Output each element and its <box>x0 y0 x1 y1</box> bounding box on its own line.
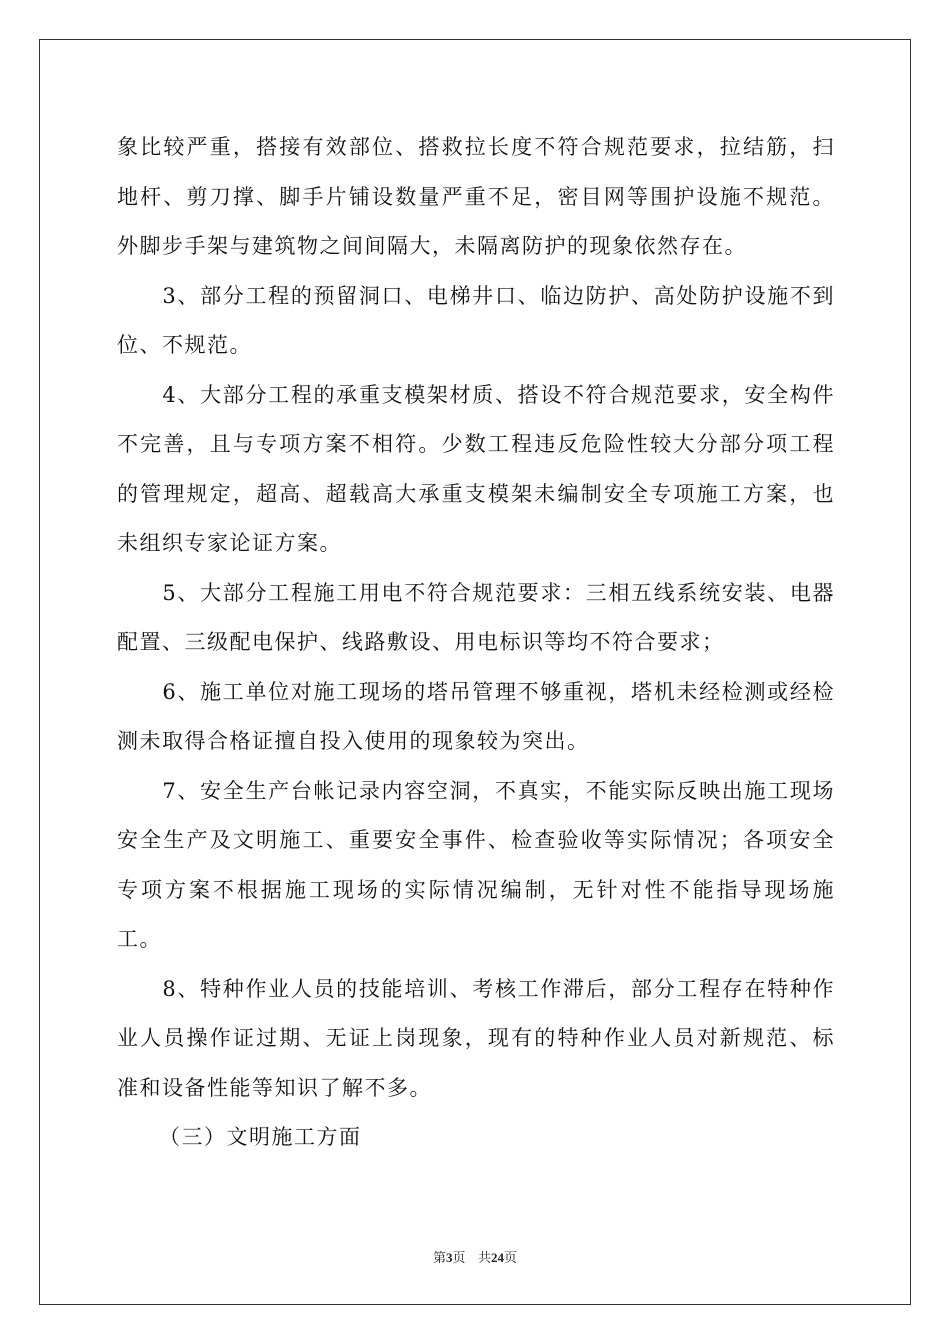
paragraph-item-4: 4、大部分工程的承重支模架材质、搭设不符合规范要求，安全构件不完善，且与专项方案不相符。少数工程违反危险性较大分部分项工程的管理规定，超高、超载高大承重支模架未编制安全专项施工方案，也未组织专家论证方案。 <box>117 382 835 555</box>
paragraph-item-7: 7、安全生产台帐记录内容空洞，不真实，不能实际反映出施工现场安全生产及文明施工、重要安全事件、检查验收等实际情况；各项安全专项方案不根据施工现场的实际情况编制，无针对性不能指导现场施工。 <box>117 778 835 951</box>
paragraph-item-6: 6、施工单位对施工现场的塔吊管理不够重视，塔机未经检测或经检测未取得合格证擅自投入使用的现象较为突出。 <box>117 679 835 753</box>
page-number: 3 <box>446 1250 453 1265</box>
total-suffix: 页 <box>503 1251 517 1266</box>
paragraph-item-3: 3、部分工程的预留洞口、电梯井口、临边防护、高处防护设施不到位、不规范。 <box>117 283 835 357</box>
paragraph-item-8: 8、特种作业人员的技能培训、考核工作滞后，部分工程存在特种作业人员操作证过期、无证上岗现象，现有的特种作业人员对新规范、标准和设备性能等知识了解不多。 <box>117 976 835 1100</box>
total-pages: 24 <box>490 1250 504 1265</box>
document-body <box>117 123 835 1163</box>
page-suffix: 页 <box>452 1251 466 1266</box>
page-prefix: 第 <box>433 1251 447 1266</box>
paragraph-item-5: 5、大部分工程施工用电不符合规范要求：三相五线系统安装、电器配置、三级配电保护、线路敷设、用电标识等均不符合要求； <box>117 580 835 654</box>
paragraph-1: 象比较严重，搭接有效部位、搭救拉长度不符合规范要求，拉结筋，扫地杆、剪刀撑、脚手片铺设数量严重不足，密目网等围护设施不规范。外脚步手架与建筑物之间间隔大，未隔离防护的现象依然存在。 <box>117 135 835 258</box>
section-heading: （三）文明施工方面 <box>159 1125 362 1149</box>
total-prefix: 共 <box>477 1251 491 1266</box>
page-footer <box>0 1247 950 1266</box>
